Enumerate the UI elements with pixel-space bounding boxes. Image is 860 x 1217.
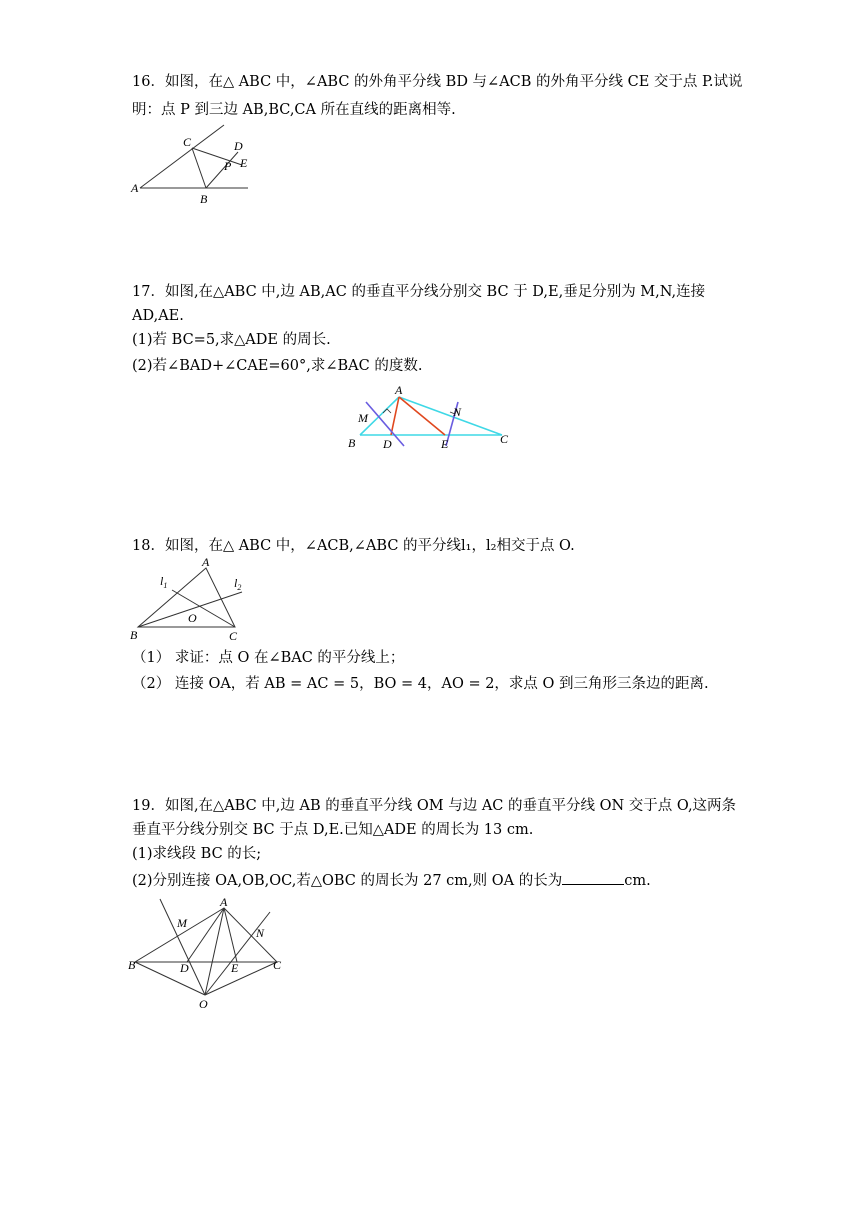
q16-label-b: B (200, 192, 208, 206)
q19-part2-unit: cm. (624, 873, 651, 889)
q18-label-b: B (130, 628, 138, 642)
q17-lines-ad-ae (391, 397, 445, 435)
q19-line-on (205, 912, 270, 995)
q16-label-d: D (234, 139, 243, 153)
q19-label-m: M (177, 916, 187, 930)
q18-part1: （1） 求证：点 O 在∠BAC 的平分线上； (132, 650, 405, 666)
q19-label-n: N (256, 926, 265, 940)
q17-label-n: N (453, 405, 462, 419)
q18-text-line1: 18．如图，在△ ABC 中，∠ACB,∠ABC 的平分线l₁，l₂相交于点 O. (132, 538, 575, 554)
q18-label-a: A (202, 556, 210, 569)
q17-label-b: B (348, 436, 356, 450)
q19-label-b: B (128, 958, 136, 972)
q17-part1: (1)若 BC=5,求△ADE 的周长. (132, 332, 331, 348)
q17-label-a: A (395, 383, 403, 397)
q16-text-line2: 明：点 P 到三边 AB,BC,CA 所在直线的距离相等. (132, 102, 456, 118)
q16-line-ac (140, 125, 224, 188)
q19-figure (126, 892, 296, 1012)
q16-figure (126, 122, 256, 206)
q19-line-co (205, 962, 277, 995)
q19-part2-text: (2)分别连接 OA,OB,OC,若△OBC 的周长为 27 cm,则 OA 的长为 (132, 873, 563, 889)
q17-figure (342, 382, 514, 452)
q19-line-om (160, 899, 205, 995)
q17-label-e: E (441, 437, 449, 451)
q18-part2: （2） 连接 OA，若 AB = AC = 5，BO = 4，AO = 2，求点 O 到三角形三条边的距离. (132, 676, 709, 692)
q19-label-e: E (231, 961, 239, 975)
q18-label-o: O (188, 611, 197, 625)
q16-line-bd (206, 152, 238, 188)
q16-label-e: E (240, 156, 248, 170)
q17-label-m: M (358, 411, 368, 425)
q19-label-d: D (180, 961, 189, 975)
q17-label-c: C (500, 432, 509, 446)
answer-blank[interactable] (562, 870, 624, 885)
q19-line-bo (135, 962, 205, 995)
q16-line-cb (192, 148, 206, 188)
q16-label-c: C (183, 135, 192, 149)
q19-text-line1: 19．如图,在△ABC 中,边 AB 的垂直平分线 OM 与边 AC 的垂直平分线 ON 交于点 O,这两条 (132, 798, 737, 814)
q16-label-p: P (224, 159, 232, 173)
q19-label-a: A (220, 895, 228, 909)
q18-figure (126, 556, 250, 644)
q19-label-c: C (273, 958, 282, 972)
q17-part2: (2)若∠BAD+∠CAE=60°,求∠BAC 的度数. (132, 358, 423, 374)
q16-label-a: A (131, 181, 139, 195)
q18-label-l1: $l_1$ (160, 574, 168, 590)
q19-part2 (132, 870, 651, 891)
q19-label-o: O (199, 997, 208, 1011)
q19-text-line2: 垂直平分线分别交 BC 于点 D,E.已知△ADE 的周长为 13 cm. (132, 822, 534, 838)
q17-text-line1: 17．如图,在△ABC 中,边 AB,AC 的垂直平分线分别交 BC 于 D,E,垂足分别为 M,N,连接 (132, 284, 706, 300)
q17-text-line2: AD,AE. (132, 308, 184, 324)
q18-label-c: C (229, 629, 238, 643)
q17-triangle (360, 397, 502, 435)
q17-label-d: D (383, 437, 392, 451)
q16-text-line1: 16．如图，在△ ABC 中，∠ABC 的外角平分线 BD 与∠ACB 的外角平分线 CE 交于点 P.试说 (132, 74, 743, 90)
q19-line-ae (224, 908, 237, 962)
q18-label-l2: $l_2$ (234, 576, 242, 592)
q19-part1: (1)求线段 BC 的长; (132, 846, 262, 862)
